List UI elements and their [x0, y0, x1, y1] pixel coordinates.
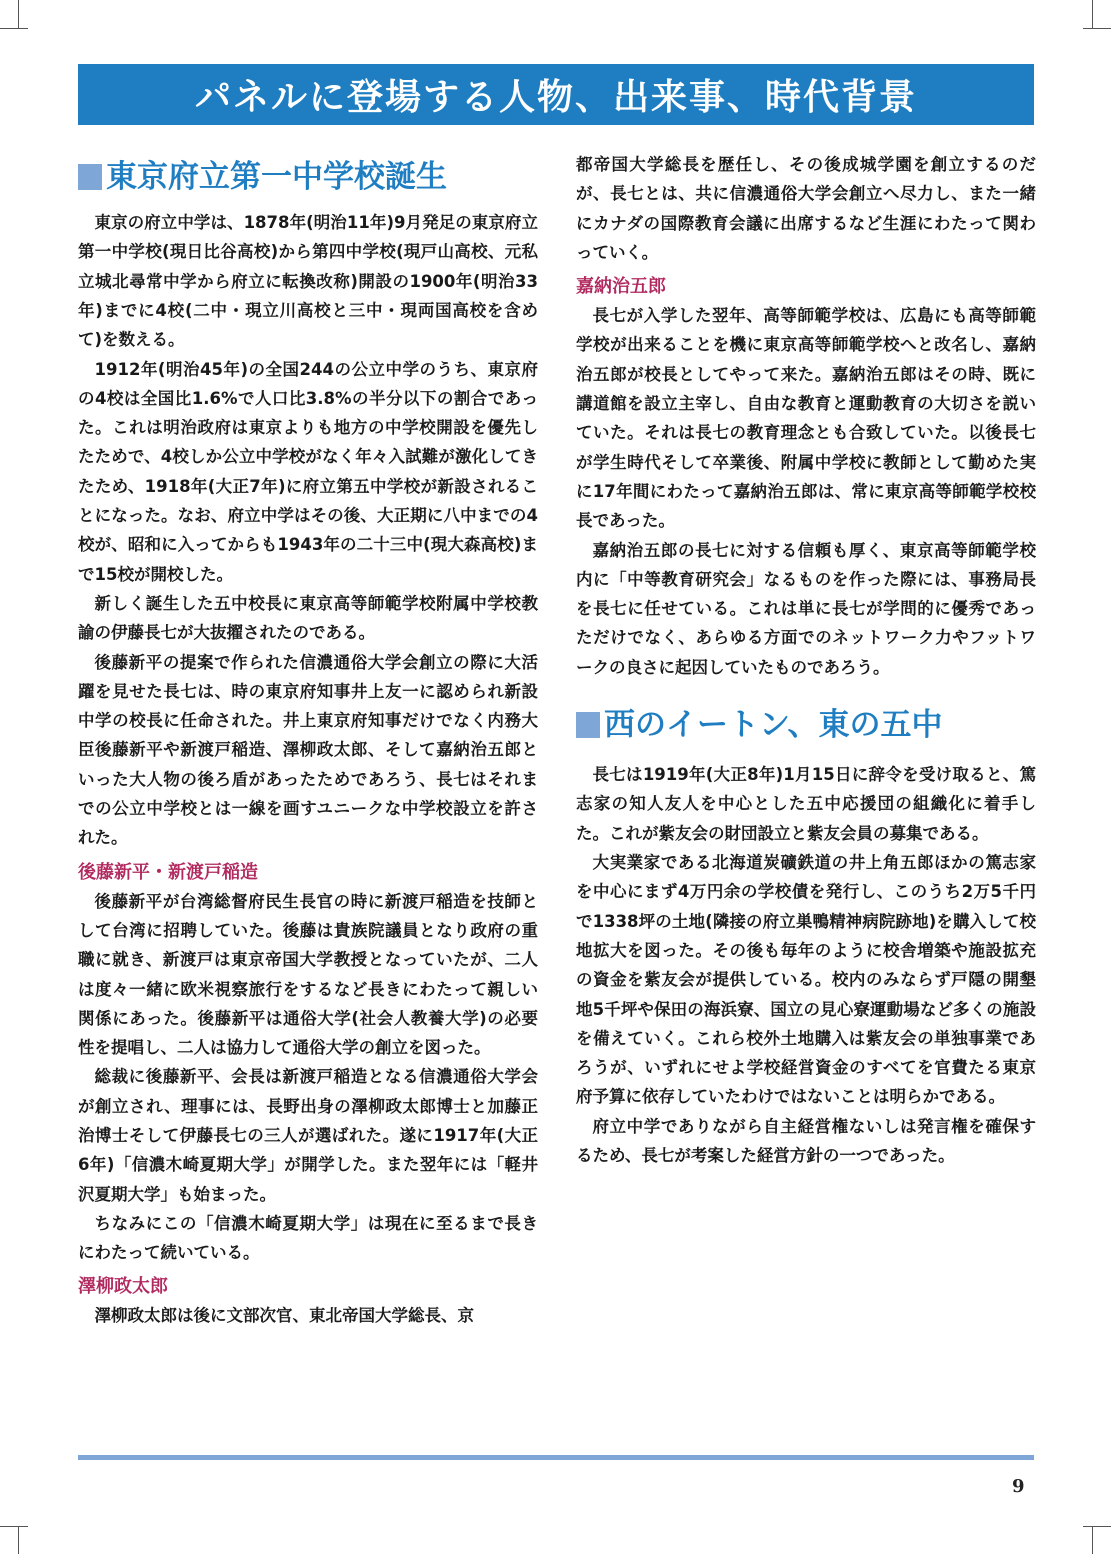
paragraph: 府立中学でありながら自主経営権ないしは発言権を確保するため、長七が考案した経営方針の一つであった。 [576, 1116, 1036, 1165]
paragraph: 1912年(明治45年)の全国244の公立中学のうち、東京府の4校は全国比1.6%で人口比3.8%の半分以下の割合であった。これは明治政府は東京よりも地方の中学校開設を優先したためで、4校しか公立中学校がなく年々入試難が激化してきたため、1918年(大正7年)に府立第五中学校が新設されることになった。なお、府立中学はその後、大正期に八中までの4校が、昭和に入ってからも1943年の二十三中(現大森高校)まで15校が開校した。 [78, 359, 538, 584]
paragraph: 総裁に後藤新平、会長は新渡戸稲造となる信濃通俗大学会が創立され、理事には、長野出身の澤柳政太郎博士と加藤正治博士そして伊藤長七の三人が選ばれた。遂に1917年(大正6年)「信濃木崎夏期大学」が開学した。また翌年には「軽井沢夏期大学」も始まった。 [78, 1067, 538, 1204]
subheading: 澤柳政太郎 [78, 1276, 168, 1298]
paragraph: 大実業家である北海道炭礦鉄道の井上角五郎ほかの篤志家を中心にまず4万円余の学校債を発行し、このうち2万5千円で1338坪の土地(隣接の府立巣鴨精神病院跡地)を購入して校地拡大を図った。その後も毎年のように校舎増築や施設拡充の資金を紫友会が提供している。校内のみならず戸隠の開墾地5千坪や保田の海浜寮、国立の見心寮運動場など多くの施設を備えていく。これら校外土地購入は紫友会の単独事業であろうが、いずれにせよ学校経営資金のすべてを官費たる東京府予算に依存していたわけではないことは明らかである。 [576, 853, 1036, 1107]
crop-mark [18, 0, 19, 28]
page-title: パネルに登場する人物、出来事、時代背景 [194, 77, 917, 118]
paragraph: ちなみにこの「信濃木崎夏期大学」は現在に至るまで長きにわたって続いている。 [78, 1213, 538, 1263]
right-column [576, 150, 1036, 1430]
square-bullet-icon [78, 164, 102, 190]
section-heading-text: 東京府立第一中学校誕生 [106, 159, 447, 195]
crop-mark [0, 28, 28, 29]
left-column [78, 148, 538, 1428]
section-heading [78, 160, 538, 194]
page-number: 9 [1012, 1476, 1025, 1497]
square-bullet-icon [576, 712, 600, 738]
paragraph: 新しく誕生した五中校長に東京高等師範学校附属中学校教諭の伊藤長七が大抜擢されたのである。 [78, 593, 538, 643]
paragraph: 長七が入学した翌年、高等師範学校は、広島にも高等師範学校が出来ることを機に東京高等師範学校へと改名し、嘉納治五郎が校長としてやって来た。嘉納治五郎はその時、既に講道館を設立主宰し、自由な教育と運動教育の大切さを説いていた。それは長七の教育理念とも合致していた。以後長七が学生時代そして卒業後、附属中学校に教師として勤めた実に17年間にわたって嘉納治五郎は、常に東京高等師範学校校長であった。 [576, 306, 1036, 531]
crop-mark [0, 1526, 28, 1527]
crop-mark [1083, 1526, 1111, 1527]
paragraph: 後藤新平の提案で作られた信濃通俗大学会創立の際に大活躍を見せた長七は、時の東京府知事井上友一に認められ新設中学の校長に任命された。井上東京府知事だけでなく内務大臣後藤新平や新渡戸稲造、澤柳政太郎、そして嘉納治五郎といった大人物の後ろ盾があったためであろう、長七はそれまでの公立中学校とは一線を画すユニークな中学校設立を許された。 [78, 652, 538, 848]
subheading: 後藤新平・新渡戸稲造 [78, 861, 258, 883]
crop-mark [18, 1526, 19, 1554]
title-banner [78, 64, 1034, 125]
subheading: 嘉納治五郎 [576, 276, 666, 298]
paragraph: 後藤新平が台湾総督府民生長官の時に新渡戸稲造を技師として台湾に招聘していた。後藤は貴族院議員となり政府の重職に就き、新渡戸は東京帝国大学教授となっていたが、二人は度々一緒に欧米視察旅行をするなど長きにわたって親しい関係にあった。後藤新平は通俗大学(社会人教養大学)の必要性を提唱し、二人は協力して通俗大学の創立を図った。 [78, 891, 538, 1058]
crop-mark [1092, 1526, 1093, 1554]
crop-mark [1092, 0, 1093, 28]
paragraph: 嘉納治五郎の長七に対する信頼も厚く、東京高等師範学校内に「中等教育研究会」なるものを作った際には、事務局長を長七に任せている。これは単に長七が学問的に優秀であっただけでなく、あらゆる方面でのネットワーク力やフットワークの良さに起因していたものであろう。 [576, 540, 1036, 677]
paragraph: 長七は1919年(大正8年)1月15日に辞令を受け取ると、篤志家の知人友人を中心とした五中応援団の組織化に着手した。これが紫友会の財団設立と紫友会員の募集である。 [576, 765, 1036, 843]
footer-rule [78, 1455, 1034, 1460]
section-heading-text: 西のイートン、東の五中 [604, 707, 943, 744]
paragraph: 澤柳政太郎は後に文部次官、東北帝国大学総長、京 [94, 1306, 474, 1326]
paragraph: 東京の府立中学は、1878年(明治11年)9月発足の東京府立第一中学校(現日比谷高校)から第四中学校(現戸山高校、元私立城北尋常中学から府立に転換改称)開設の1900年(明治33年)までに4校(二中・現立川高校と三中・現両国高校を含めて)を数える。 [78, 213, 538, 350]
section-heading [576, 708, 1036, 742]
crop-mark [1083, 28, 1111, 29]
paragraph-continuation: 都帝国大学総長を歴任し、その後成城学園を創立するのだが、長七とは、共に信濃通俗大学会創立へ尽力し、また一緒にカナダの国際教育会議に出席するなど生涯にわたって関わっていく。 [576, 155, 1036, 262]
